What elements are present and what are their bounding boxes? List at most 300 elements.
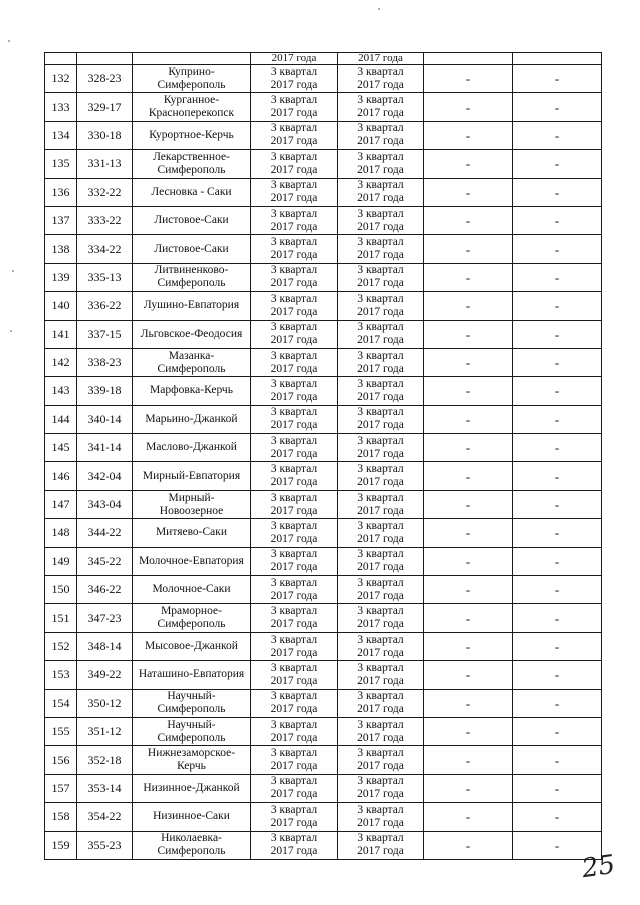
period-quarter: 3 квартал <box>270 463 318 476</box>
row-number: 152 <box>45 632 77 660</box>
period-quarter: 3 квартал <box>357 292 404 305</box>
route-code: 355-23 <box>77 831 133 859</box>
table-row <box>45 803 602 831</box>
route-name <box>133 405 251 433</box>
period-quarter: 3 квартал <box>270 605 318 618</box>
dash-cell: - <box>424 93 513 121</box>
cell-year: 2017 года <box>251 53 338 65</box>
route-name-line: Льговское-Феодосия <box>140 327 243 340</box>
row-number: 137 <box>45 206 77 234</box>
dash-cell: - <box>424 576 513 604</box>
period-end <box>338 65 424 93</box>
route-name-line: Митяево-Саки <box>155 526 228 539</box>
table-row <box>45 519 602 547</box>
period-quarter: 3 квартал <box>270 747 318 760</box>
dash-cell: - <box>424 547 513 575</box>
dash-cell: - <box>513 93 602 121</box>
period-end <box>338 547 424 575</box>
route-name-line: Молочное-Евпатория <box>139 554 244 567</box>
period-quarter: 3 квартал <box>357 207 404 220</box>
route-code: 344-22 <box>77 519 133 547</box>
period-year: 2017 года <box>270 816 318 829</box>
period-quarter: 3 квартал <box>357 605 404 618</box>
cell-empty <box>133 53 251 65</box>
route-name <box>133 689 251 717</box>
dash-cell: - <box>424 292 513 320</box>
period-year: 2017 года <box>357 589 404 602</box>
route-name-line: Научный- <box>167 690 216 703</box>
cell-year: 2017 года <box>338 53 424 65</box>
period-year: 2017 года <box>270 731 318 744</box>
period-year: 2017 года <box>357 362 404 375</box>
route-name-line: Низинное-Саки <box>153 810 230 823</box>
table-row <box>45 320 602 348</box>
route-name-line: Лушино-Евпатория <box>143 299 240 312</box>
period-start <box>251 235 338 263</box>
period-start <box>251 746 338 774</box>
route-code: 334-22 <box>77 235 133 263</box>
route-code: 331-13 <box>77 150 133 178</box>
table-row <box>45 632 602 660</box>
period-year: 2017 года <box>270 476 318 489</box>
dash-cell: - <box>424 377 513 405</box>
route-code: 352-18 <box>77 746 133 774</box>
period-year: 2017 года <box>357 107 404 120</box>
route-code: 335-13 <box>77 263 133 291</box>
period-quarter: 3 квартал <box>270 832 318 845</box>
route-name <box>133 576 251 604</box>
period-year: 2017 года <box>357 419 404 432</box>
period-quarter: 3 квартал <box>270 633 318 646</box>
table-row <box>45 65 602 93</box>
period-start <box>251 490 338 518</box>
route-code: 342-04 <box>77 462 133 490</box>
period-quarter: 3 квартал <box>357 832 404 845</box>
period-year: 2017 года <box>357 163 404 176</box>
period-start <box>251 717 338 745</box>
period-start <box>251 434 338 462</box>
dash-cell: - <box>424 434 513 462</box>
period-quarter: 3 квартал <box>357 236 404 249</box>
table-row <box>45 235 602 263</box>
period-start <box>251 803 338 831</box>
scan-speck <box>12 270 14 272</box>
period-quarter: 3 квартал <box>357 661 404 674</box>
period-year: 2017 года <box>357 731 404 744</box>
period-year: 2017 года <box>357 504 404 517</box>
route-name-line: Симферополь <box>157 362 226 375</box>
route-name <box>133 632 251 660</box>
dash-cell: - <box>424 831 513 859</box>
period-year: 2017 года <box>270 504 318 517</box>
period-start <box>251 65 338 93</box>
period-end <box>338 150 424 178</box>
period-quarter: 3 квартал <box>357 122 404 135</box>
period-start <box>251 263 338 291</box>
period-end <box>338 263 424 291</box>
period-year: 2017 года <box>357 249 404 262</box>
period-quarter: 3 квартал <box>270 236 318 249</box>
route-name-line: Николаевка- <box>161 832 222 845</box>
route-code: 338-23 <box>77 348 133 376</box>
period-end <box>338 774 424 802</box>
dash-cell: - <box>513 462 602 490</box>
row-number: 132 <box>45 65 77 93</box>
period-year: 2017 года <box>270 589 318 602</box>
period-year: 2017 года <box>270 390 318 403</box>
period-year: 2017 года <box>357 135 404 148</box>
dash-cell: - <box>513 661 602 689</box>
period-start <box>251 462 338 490</box>
route-code: 354-22 <box>77 803 133 831</box>
route-name-line: Куприно- <box>168 65 215 78</box>
route-code: 343-04 <box>77 490 133 518</box>
table-row <box>45 121 602 149</box>
row-number: 157 <box>45 774 77 802</box>
period-end <box>338 746 424 774</box>
routes-table <box>44 52 602 860</box>
period-start <box>251 661 338 689</box>
route-name-line: Мазанка- <box>168 349 215 362</box>
route-name-line: Литвиненково- <box>154 264 229 277</box>
period-quarter: 3 квартал <box>357 321 404 334</box>
period-year: 2017 года <box>270 788 318 801</box>
period-year: 2017 года <box>357 476 404 489</box>
period-start <box>251 774 338 802</box>
period-quarter: 3 квартал <box>357 434 404 447</box>
row-number: 151 <box>45 604 77 632</box>
dash-cell: - <box>513 65 602 93</box>
period-start <box>251 547 338 575</box>
period-year: 2017 года <box>357 220 404 233</box>
route-name <box>133 519 251 547</box>
period-year: 2017 года <box>270 135 318 148</box>
period-end <box>338 803 424 831</box>
period-start <box>251 632 338 660</box>
dash-cell: - <box>424 519 513 547</box>
route-name-line: Мысовое-Джанкой <box>145 640 238 652</box>
route-name-line: Красноперекопск <box>148 107 235 120</box>
period-quarter: 3 квартал <box>357 65 404 78</box>
period-quarter: 3 квартал <box>270 491 318 504</box>
period-quarter: 3 квартал <box>270 179 318 192</box>
row-number: 141 <box>45 320 77 348</box>
row-number: 145 <box>45 434 77 462</box>
route-name <box>133 150 251 178</box>
route-name <box>133 93 251 121</box>
row-number: 149 <box>45 547 77 575</box>
route-name-line: Марьино-Джанкой <box>145 412 238 425</box>
period-start <box>251 519 338 547</box>
period-start <box>251 831 338 859</box>
dash-cell: - <box>424 121 513 149</box>
table-row <box>45 377 602 405</box>
period-quarter: 3 квартал <box>357 377 404 390</box>
period-quarter: 3 квартал <box>270 377 318 390</box>
period-quarter: 3 квартал <box>270 94 318 107</box>
period-quarter: 3 квартал <box>270 122 318 135</box>
period-year: 2017 года <box>270 447 318 460</box>
route-name <box>133 206 251 234</box>
period-quarter: 3 квартал <box>270 349 318 362</box>
period-start <box>251 576 338 604</box>
dash-cell: - <box>513 150 602 178</box>
table-row <box>45 348 602 376</box>
table-row <box>45 405 602 433</box>
dash-cell: - <box>513 235 602 263</box>
period-end <box>338 377 424 405</box>
table-row <box>45 434 602 462</box>
route-name <box>133 547 251 575</box>
route-name-line: Наташино-Евпатория <box>138 668 245 681</box>
route-code: 348-14 <box>77 632 133 660</box>
route-name-line: Керчь <box>177 760 206 773</box>
route-name <box>133 661 251 689</box>
route-name-line: Симферополь <box>157 731 226 744</box>
dash-cell: - <box>424 235 513 263</box>
route-name-line: Курганное- <box>163 94 220 107</box>
period-quarter: 3 квартал <box>357 406 404 419</box>
period-year: 2017 года <box>357 618 404 631</box>
period-year: 2017 года <box>357 532 404 545</box>
row-number: 150 <box>45 576 77 604</box>
period-year: 2017 года <box>270 618 318 631</box>
cell-empty <box>424 53 513 65</box>
cell-empty <box>513 53 602 65</box>
route-name-line: Нижнезаморское- <box>147 747 236 760</box>
period-year: 2017 года <box>357 816 404 829</box>
period-year: 2017 года <box>357 646 404 659</box>
period-year: 2017 года <box>357 447 404 460</box>
period-year: 2017 года <box>357 192 404 205</box>
dash-cell: - <box>424 263 513 291</box>
route-code: 341-14 <box>77 434 133 462</box>
period-year: 2017 года <box>270 220 318 233</box>
route-code: 350-12 <box>77 689 133 717</box>
period-end <box>338 604 424 632</box>
period-quarter: 3 квартал <box>357 718 404 731</box>
period-quarter: 3 квартал <box>270 548 318 561</box>
route-code: 353-14 <box>77 774 133 802</box>
period-year: 2017 года <box>357 334 404 347</box>
row-number: 154 <box>45 689 77 717</box>
route-name <box>133 263 251 291</box>
dash-cell: - <box>424 150 513 178</box>
row-number: 139 <box>45 263 77 291</box>
dash-cell: - <box>424 462 513 490</box>
period-quarter: 3 квартал <box>357 690 404 703</box>
period-start <box>251 405 338 433</box>
route-code: 337-15 <box>77 320 133 348</box>
route-name <box>133 434 251 462</box>
route-code: 332-22 <box>77 178 133 206</box>
period-quarter: 3 квартал <box>270 406 318 419</box>
dash-cell: - <box>513 576 602 604</box>
dash-cell: - <box>424 803 513 831</box>
table-row <box>45 292 602 320</box>
cell-empty <box>45 53 77 65</box>
period-year: 2017 года <box>357 845 404 858</box>
dash-cell: - <box>424 689 513 717</box>
period-start <box>251 206 338 234</box>
route-name-line: Молочное-Саки <box>152 583 231 596</box>
route-name-line: Симферополь <box>157 845 226 858</box>
period-year: 2017 года <box>270 646 318 659</box>
dash-cell: - <box>513 434 602 462</box>
dash-cell: - <box>513 632 602 660</box>
scan-speck <box>378 8 380 10</box>
period-year: 2017 года <box>270 674 318 687</box>
period-start <box>251 348 338 376</box>
dash-cell: - <box>513 263 602 291</box>
handwritten-page-number: 25 <box>580 849 618 885</box>
row-number: 146 <box>45 462 77 490</box>
route-code: 333-22 <box>77 206 133 234</box>
route-code: 328-23 <box>77 65 133 93</box>
row-number: 140 <box>45 292 77 320</box>
table-row <box>45 717 602 745</box>
dash-cell: - <box>424 348 513 376</box>
period-year: 2017 года <box>270 532 318 545</box>
dash-cell: - <box>424 320 513 348</box>
row-number: 159 <box>45 831 77 859</box>
period-end <box>338 831 424 859</box>
route-name-line: Симферополь <box>157 618 226 631</box>
period-year: 2017 года <box>270 78 318 91</box>
period-year: 2017 года <box>270 334 318 347</box>
period-quarter: 3 квартал <box>357 491 404 504</box>
route-code: 329-17 <box>77 93 133 121</box>
route-name <box>133 320 251 348</box>
period-start <box>251 377 338 405</box>
period-end <box>338 348 424 376</box>
route-name <box>133 377 251 405</box>
route-name <box>133 121 251 149</box>
route-name <box>133 604 251 632</box>
route-code: 349-22 <box>77 661 133 689</box>
period-year: 2017 года <box>357 277 404 290</box>
period-quarter: 3 квартал <box>270 292 318 305</box>
route-name <box>133 462 251 490</box>
cell-empty <box>77 53 133 65</box>
period-end <box>338 490 424 518</box>
route-name <box>133 490 251 518</box>
period-quarter: 3 квартал <box>270 690 318 703</box>
scan-speck <box>8 40 10 42</box>
scan-speck <box>10 330 12 332</box>
dash-cell: - <box>513 547 602 575</box>
period-year: 2017 года <box>357 703 404 716</box>
row-number: 144 <box>45 405 77 433</box>
period-year: 2017 года <box>270 561 318 574</box>
period-quarter: 3 квартал <box>357 548 404 561</box>
row-number: 138 <box>45 235 77 263</box>
table-row <box>45 178 602 206</box>
period-year: 2017 года <box>270 703 318 716</box>
period-quarter: 3 квартал <box>270 65 318 78</box>
period-year: 2017 года <box>270 845 318 858</box>
dash-cell: - <box>424 717 513 745</box>
period-quarter: 3 квартал <box>270 207 318 220</box>
period-start <box>251 292 338 320</box>
dash-cell: - <box>513 689 602 717</box>
dash-cell: - <box>513 121 602 149</box>
period-quarter: 3 квартал <box>357 747 404 760</box>
dash-cell: - <box>424 65 513 93</box>
route-code: 330-18 <box>77 121 133 149</box>
route-name-line: Симферополь <box>157 163 226 176</box>
route-name <box>133 717 251 745</box>
table-row <box>45 462 602 490</box>
dash-cell: - <box>513 206 602 234</box>
period-quarter: 3 квартал <box>357 519 404 532</box>
period-end <box>338 292 424 320</box>
period-year: 2017 года <box>270 305 318 318</box>
period-quarter: 3 квартал <box>357 179 404 192</box>
route-name-line: Маслово-Джанкой <box>146 441 237 454</box>
row-number: 147 <box>45 490 77 518</box>
period-year: 2017 года <box>270 760 318 773</box>
period-start <box>251 604 338 632</box>
period-year: 2017 года <box>270 107 318 120</box>
table-row <box>45 547 602 575</box>
period-quarter: 3 квартал <box>357 633 404 646</box>
table-row <box>45 206 602 234</box>
period-start <box>251 93 338 121</box>
dash-cell: - <box>424 661 513 689</box>
period-year: 2017 года <box>270 249 318 262</box>
period-year: 2017 года <box>357 561 404 574</box>
table-row <box>45 263 602 291</box>
table-row <box>45 831 602 859</box>
route-name-line: Мраморное- <box>161 605 222 618</box>
period-year: 2017 года <box>270 192 318 205</box>
period-quarter: 3 квартал <box>270 576 318 589</box>
period-quarter: 3 квартал <box>357 775 404 788</box>
dash-cell: - <box>424 604 513 632</box>
dash-cell: - <box>513 490 602 518</box>
route-name-line: Мирный- <box>168 491 215 504</box>
period-end <box>338 405 424 433</box>
dash-cell: - <box>424 490 513 518</box>
period-quarter: 3 квартал <box>270 264 318 277</box>
dash-cell: - <box>424 774 513 802</box>
route-name <box>133 348 251 376</box>
table-row-continuation <box>45 53 602 65</box>
period-year: 2017 года <box>357 390 404 403</box>
route-name-line: Лекарственное- <box>153 150 230 163</box>
period-end <box>338 717 424 745</box>
table-row <box>45 689 602 717</box>
table-row <box>45 490 602 518</box>
dash-cell: - <box>513 604 602 632</box>
period-quarter: 3 квартал <box>357 803 404 816</box>
period-end <box>338 206 424 234</box>
dash-cell: - <box>513 803 602 831</box>
period-end <box>338 462 424 490</box>
period-quarter: 3 квартал <box>270 321 318 334</box>
period-start <box>251 320 338 348</box>
period-year: 2017 года <box>270 419 318 432</box>
route-code: 347-23 <box>77 604 133 632</box>
period-year: 2017 года <box>270 277 318 290</box>
period-end <box>338 235 424 263</box>
row-number: 136 <box>45 178 77 206</box>
table-row <box>45 774 602 802</box>
dash-cell: - <box>513 405 602 433</box>
dash-cell: - <box>513 831 602 859</box>
period-year: 2017 года <box>357 760 404 773</box>
